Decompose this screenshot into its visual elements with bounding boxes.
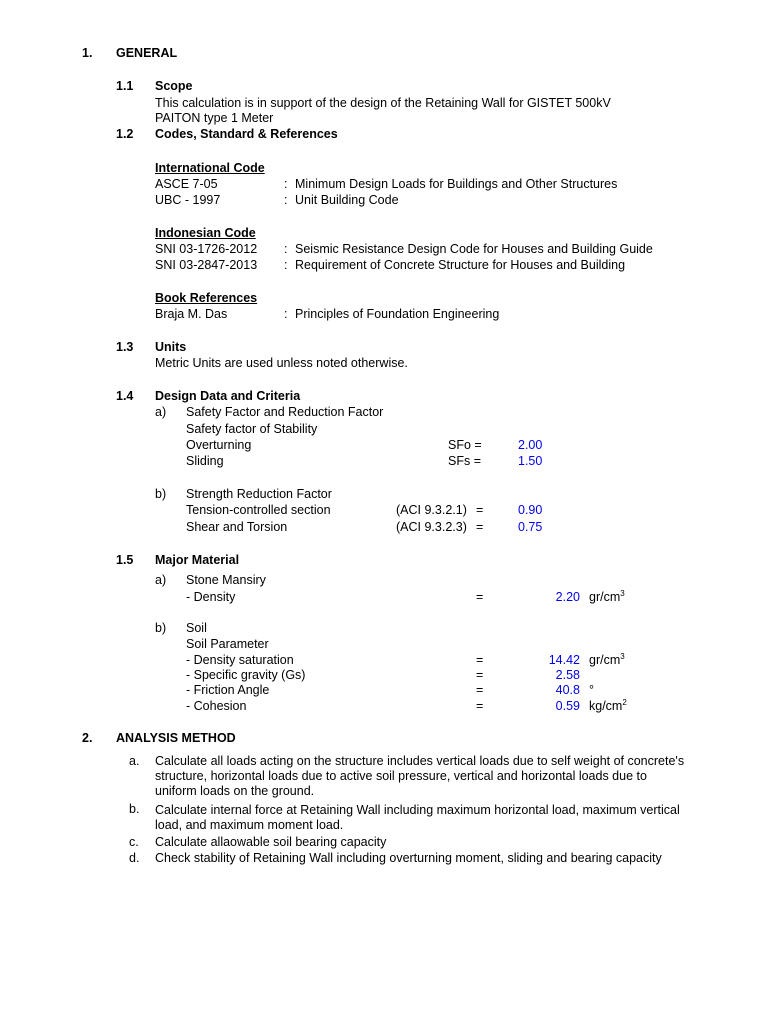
factor-label: Tension-controlled section <box>186 503 331 517</box>
factor-label: Shear and Torsion <box>186 520 288 534</box>
item-subtitle: Safety factor of Stability <box>186 422 318 436</box>
item-title: Safety Factor and Reduction Factor <box>186 405 384 419</box>
code-separator: : <box>284 307 288 321</box>
subsection-title: Codes, Standard & References <box>155 127 338 141</box>
list-item-text: Check stability of Retaining Wall including overturning moment, sliding and bearing capacity <box>155 851 662 865</box>
list-item-text: Calculate all loads acting on the structure includes vertical loads due to self weight of concrete's <box>155 754 685 768</box>
material-label: - Density <box>186 590 236 604</box>
scope-text: PAITON type 1 Meter <box>155 111 274 125</box>
section-number: 1. <box>82 46 93 60</box>
code-separator: : <box>284 193 288 207</box>
code-separator: : <box>284 258 288 272</box>
subsection-title: Scope <box>155 79 193 93</box>
equals-sign: = <box>476 653 484 667</box>
code-id: SNI 03-1726-2012 <box>155 242 258 256</box>
subsection-number: 1.3 <box>116 340 134 354</box>
material-label: - Density saturation <box>186 653 294 667</box>
material-label: - Specific gravity (Gs) <box>186 668 306 682</box>
factor-label: Sliding <box>186 454 224 468</box>
factor-label: Overturning <box>186 438 252 452</box>
code-group-heading: International Code <box>155 161 265 175</box>
code-description: Unit Building Code <box>295 193 399 207</box>
material-unit: $gr/cm^3$ <box>589 651 625 667</box>
code-id: Braja M. Das <box>155 307 228 321</box>
subsection-number: 1.5 <box>116 553 134 567</box>
units-text: Metric Units are used unless noted otherwise. <box>155 356 408 370</box>
code-separator: : <box>284 242 288 256</box>
list-letter: d. <box>129 851 140 865</box>
equals-sign: = <box>476 668 484 682</box>
section-number: 2. <box>82 731 93 745</box>
list-letter: b. <box>129 802 140 816</box>
section-title: ANALYSIS METHOD <box>116 731 236 745</box>
factor-value: 0.75 <box>518 520 543 534</box>
code-id: ASCE 7-05 <box>155 177 218 191</box>
material-value: 2.20 <box>555 590 580 604</box>
material-value: 0.59 <box>555 699 580 713</box>
factor-reference: (ACI 9.3.2.3) <box>396 520 467 534</box>
degree-unit: ° <box>589 683 594 697</box>
list-letter: a. <box>129 754 140 768</box>
equals-sign: = <box>476 520 484 534</box>
item-letter: b) <box>155 487 167 501</box>
material-unit: $kg/cm^2$ <box>589 697 627 713</box>
code-group-heading: Indonesian Code <box>155 226 256 240</box>
factor-value: 2.00 <box>518 438 543 452</box>
material-value: 2.58 <box>555 668 580 682</box>
code-group-heading: Book References <box>155 291 258 305</box>
item-title: Stone Mansiry <box>186 573 266 587</box>
subsection-title: Design Data and Criteria <box>155 389 301 403</box>
equals-sign: = <box>476 699 484 713</box>
factor-value: 0.90 <box>518 503 543 517</box>
list-item-text: structure, horizontal loads due to active soil pressure, vertical and horizontal loads due to <box>155 769 647 783</box>
code-id: SNI 03-2847-2013 <box>155 258 258 272</box>
material-unit: $gr/cm^3$ <box>589 588 625 604</box>
scope-text: This calculation is in support of the design of the Retaining Wall for GISTET 500kV <box>155 96 611 110</box>
item-title: Soil <box>186 621 207 635</box>
item-letter: a) <box>155 405 167 419</box>
factor-reference: (ACI 9.3.2.1) <box>396 503 467 517</box>
subsection-number: 1.1 <box>116 79 134 93</box>
code-description: Principles of Foundation Engineering <box>295 307 500 321</box>
item-letter: b) <box>155 621 167 635</box>
equals-sign: = <box>476 590 484 604</box>
code-id: UBC - 1997 <box>155 193 221 207</box>
code-description: Minimum Design Loads for Buildings and Other Structures <box>295 177 618 191</box>
factor-value: 1.50 <box>518 454 543 468</box>
material-label: - Cohesion <box>186 699 247 713</box>
list-item-text: Calculate allaowable soil bearing capacity <box>155 835 387 849</box>
subsection-number: 1.4 <box>116 389 134 403</box>
subsection-number: 1.2 <box>116 127 134 141</box>
list-item-text: Calculate internal force at Retaining Wall including maximum horizontal load, maximum vertical <box>155 803 680 817</box>
factor-symbol: SFo = <box>448 438 482 452</box>
item-subtitle: Soil Parameter <box>186 637 269 651</box>
equals-sign: = <box>476 503 484 517</box>
code-description: Requirement of Concrete Structure for Houses and Building <box>295 258 626 272</box>
item-title: Strength Reduction Factor <box>186 487 332 501</box>
equals-sign: = <box>476 683 484 697</box>
code-description: Seismic Resistance Design Code for Houses and Building Guide <box>295 242 653 256</box>
material-value: 14.42 <box>548 653 580 667</box>
factor-symbol: SFs = <box>448 454 481 468</box>
list-item-text: uniform loads on the ground. <box>155 784 315 798</box>
subsection-title: Units <box>155 340 187 354</box>
list-item-text: load, and maximum moment load. <box>155 818 344 832</box>
subsection-title: Major Material <box>155 553 240 567</box>
list-letter: c. <box>129 835 139 849</box>
section-title: GENERAL <box>116 46 178 60</box>
material-label: - Friction Angle <box>186 683 270 697</box>
item-letter: a) <box>155 573 167 587</box>
code-separator: : <box>284 177 288 191</box>
material-value: 40.8 <box>555 683 580 697</box>
